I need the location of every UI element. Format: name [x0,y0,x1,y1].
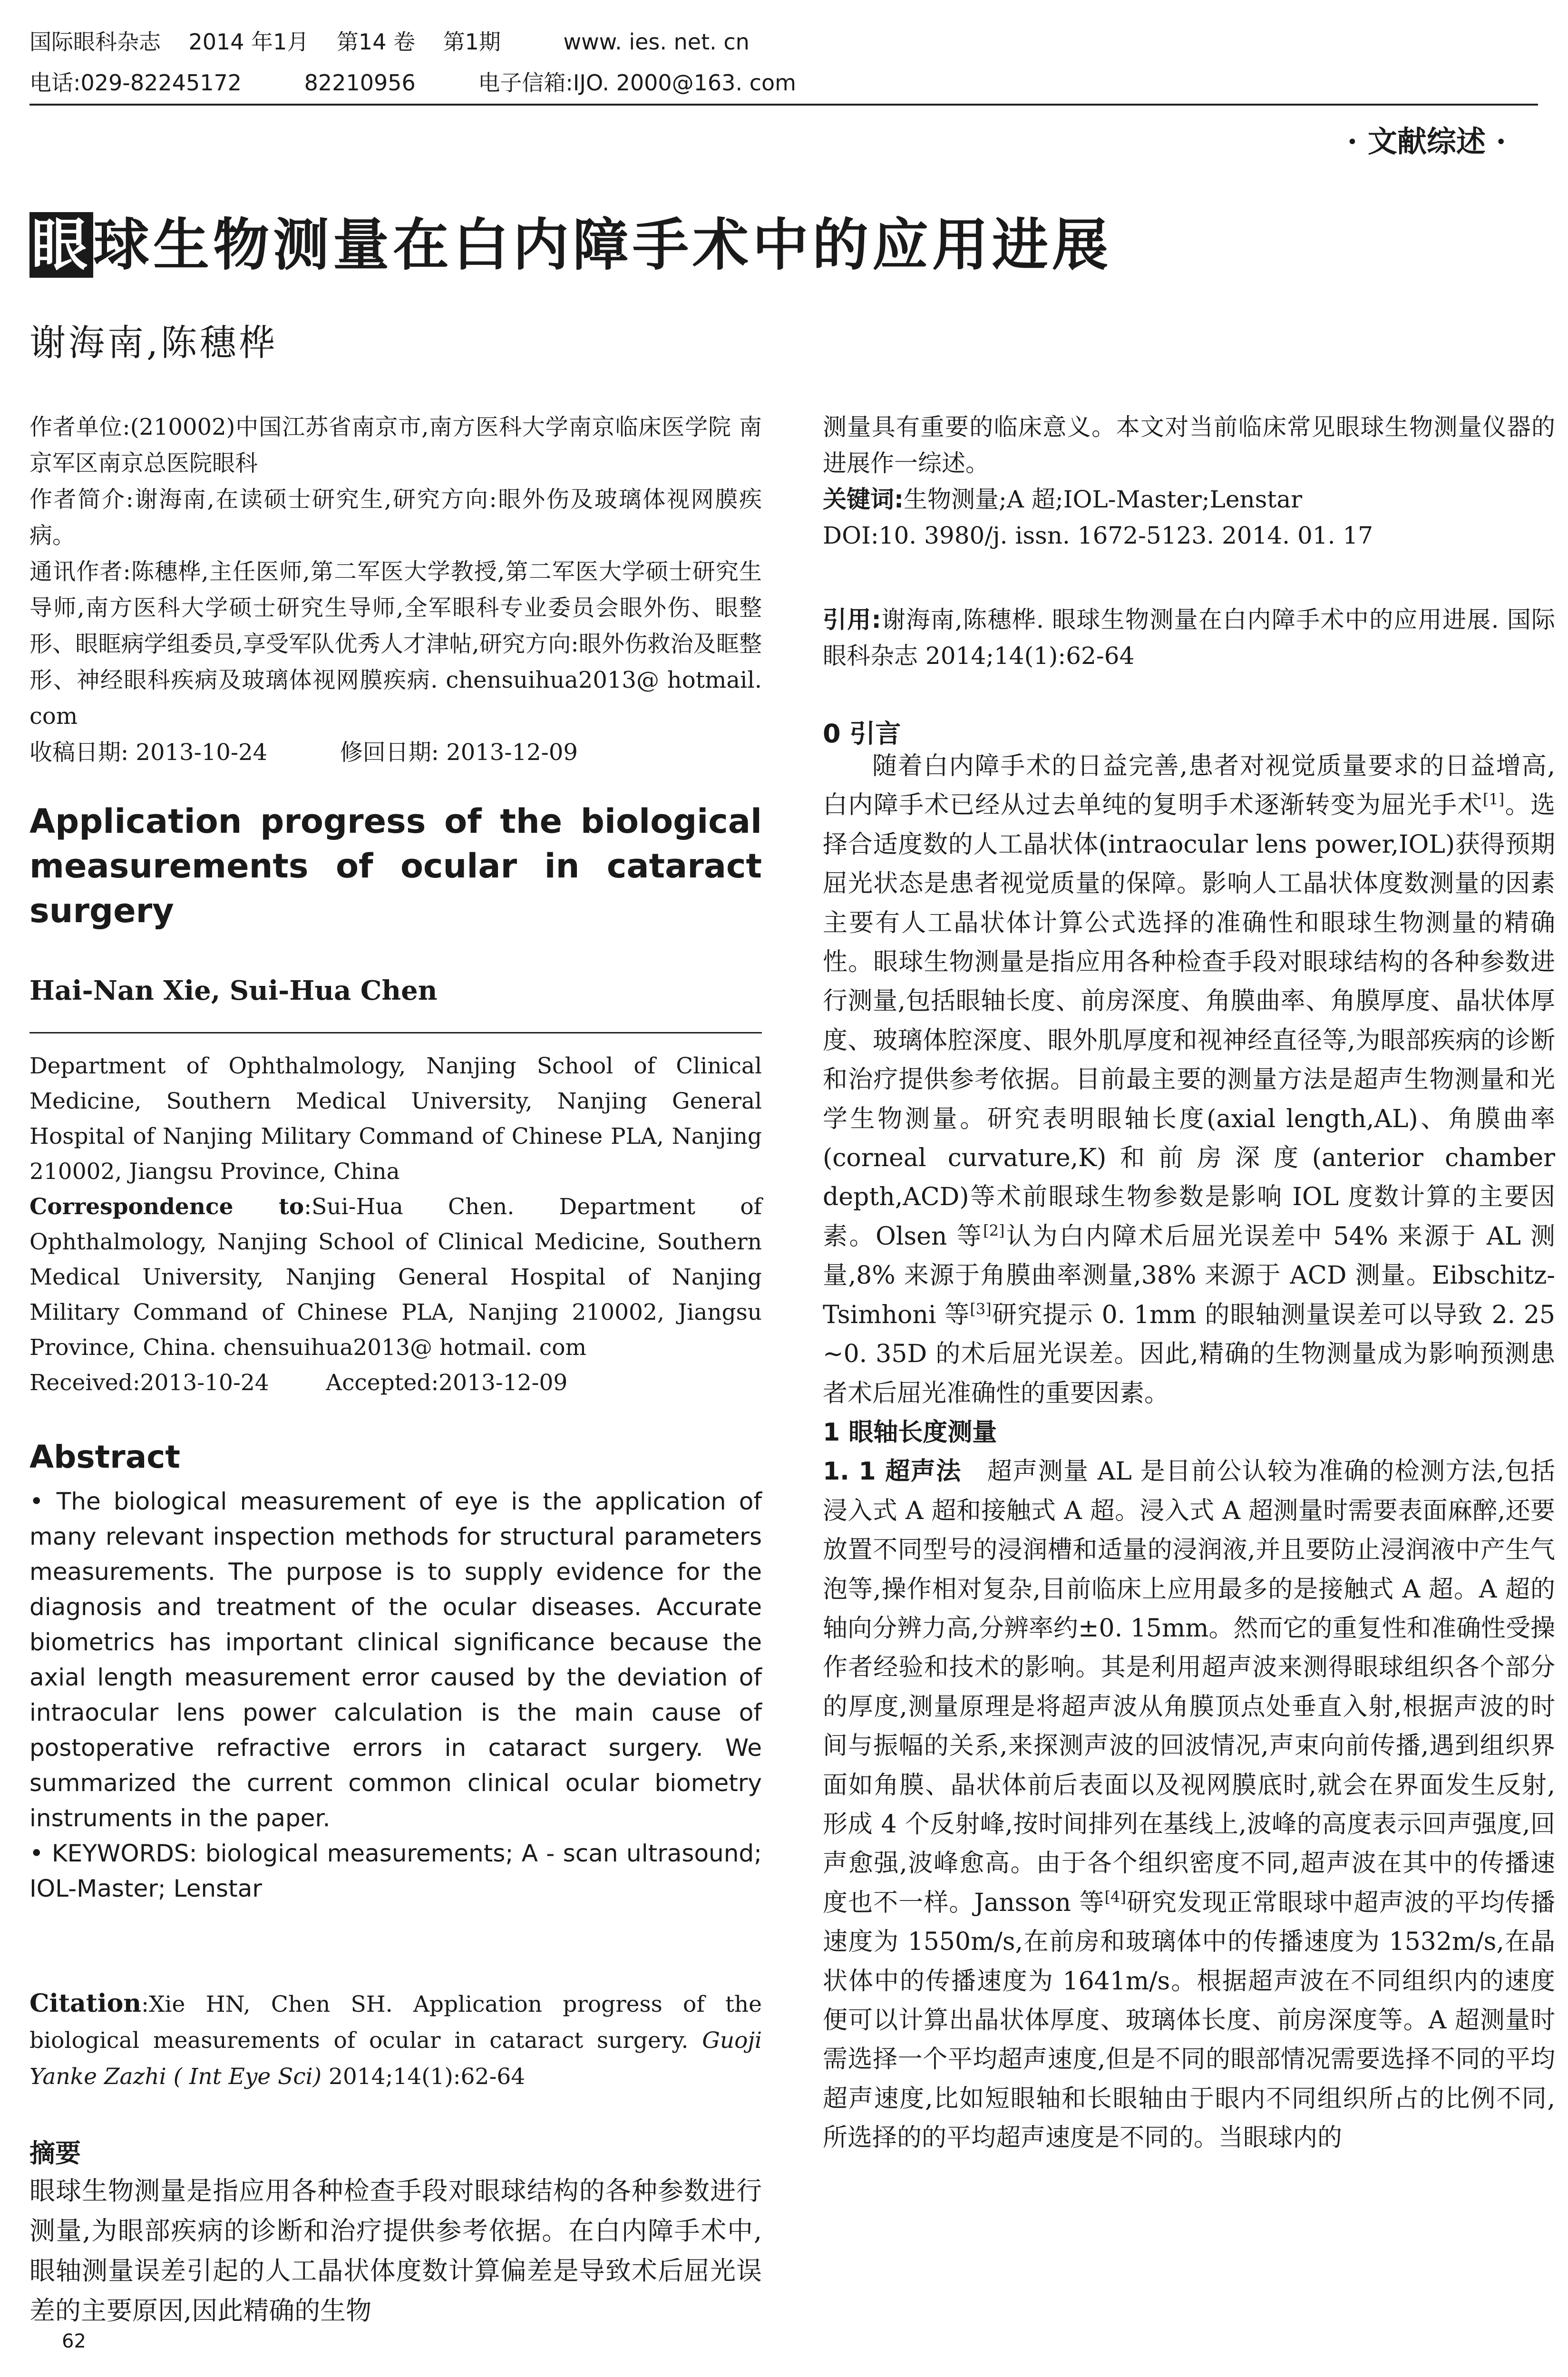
citation-block: Citation:Xie HN, Chen SH. Application progress of the biological measurements of ocular in cataract surgery. Guoji Yanke Zazhi ( Int Eye Sci) 2014;14(1):62-64 [29,1989,762,2090]
corresponding-author: 通讯作者:陈穗桦,主任医师,第二军医大学教授,第二军医大学硕士研究生导师,南方医科大学硕士研究生导师,全军眼科专业委员会眼外伤、眼整形、眼眶病学组委员,享受军队优秀人才津帖,研究方向:眼外伤救治及眶整形、神经眼科疾病及玻璃体视网膜疾病. chensuihua2013@ hotmail. com [29,558,762,730]
english-affiliation: Department of Ophthalmology, Nanjing School of Clinical Medicine, Southern Medical University, Nanjing General Hospital of Nanjing Military Command of Chinese PLA, Nanjing 210002, Jiangsu Province, China [29,1053,762,1185]
section-1-1-label: 1. 1 超声法 [823,1457,962,1486]
author-unit: 作者单位:(210002)中国江苏省南京市,南方医科大学南京临床医学院 南京军区南京总医院眼科 [29,414,762,477]
journal-header-line1: 国际眼科杂志 2014 年1月 第14 卷 第1期 www. ies. net. cn [29,29,750,55]
body-text [823,747,1555,2158]
page-number: 62 [62,2330,86,2352]
english-dates: Received:2013-10-24 Accepted:2013-12-09 [29,1370,568,1396]
title-first-char: 眼 [29,212,93,278]
title-rest: 球生物测量在白内障手术中的应用进展 [93,212,1112,278]
abstract-heading: Abstract [29,1439,180,1475]
english-authors: Hai-Nan Xie, Sui-Hua Chen [29,975,438,1006]
section-1-heading: 1 眼轴长度测量 [823,1418,997,1447]
citation-label: Citation [29,1989,142,2018]
section-1-1-paragraph: 1. 1 超声法 超声测量 AL 是目前公认较为准确的检测方法,包括浸入式 A 超和接触式 A 超。浸入式 A 超测量时需要表面麻醉,还要放置不同型号的浸润槽和适量的浸润液,并且要防止浸润液中产生气泡等,操作相对复杂,目前临床上应用最多的是接触式 A 超。A 超的轴向分辨力高,分辨率约±0. 15mm。然而它的重复性和准确性受操作者经验和技术的影响。其是利用超声波来测得眼球组织各个部分的厚度,测量原理是将超声波从角膜顶点处垂直入射,根据声波的时间与振幅的关系,来探测声波的回波情况,声束向前传播,遇到组织界面如角膜、晶状体前后表面以及视网膜底时,就会在界面发生反射,形成 4 个反射峰,按时间排列在基线上,波峰的高度表示回声强度,回声愈强,波峰愈高。由于各个组织密度不同,超声波在其中的传播速度也不一样。Jansson 等[4]研究发现正常眼球中超声波的平均传播速度为 1550m/s,在前房和玻璃体中的传播速度为 1532m/s,在晶状体中的传播速度为 1641m/s。根据超声波在不同组织内的速度便可以计算出晶状体厚度、玻璃体长度、前房深度等。A 超测量时需选择一个平均超声速度,但是不同的眼部情况需要选择不同的平均超声速度,比如短眼轴和长眼轴由于眼内不同组织所占的比例不同,所选择的的平均超声速度是不同的。当眼球内的 [823,1457,1556,2153]
cite-cn-block [823,602,1555,674]
english-correspondence: Correspondence to:Sui-Hua Chen. Department of Ophthalmology, Nanjing School of Clinical Medicine, Southern Medical University, Nanjing General Hospital of Nanjing Military Command of Chinese PLA, Nanjing 210002, Jiangsu Province, China. chensuihua2013@ hotmail. com [29,1194,762,1361]
section-0-heading: 0 引言 [823,719,901,749]
english-title: Application progress of the biological measurements of ocular in cataract surgery [29,802,762,930]
author-intro: 作者简介:谢海南,在读硕士研究生,研究方向:眼外伤及玻璃体视网膜疾病。 [29,486,762,549]
keywords-cn: 关键词:生物测量;A 超;IOL-Master;Lenstar [823,486,1303,513]
zhaiyao-heading: 摘要 [29,2138,81,2168]
cite-cn-text: 谢海南,陈穗桦. 眼球生物测量在白内障手术中的应用进展. 国际眼科杂志 2014;14(1):62-64 [823,606,1556,670]
right-top-block [823,409,1555,554]
citation-journal: Guoji Yanke Zazhi ( Int Eye Sci) [29,2027,762,2090]
section-tag: · 文献综述 · [1347,124,1506,159]
article-title [29,200,1112,281]
doi: DOI:10. 3980/j. issn. 1672-5123. 2014. 01. 17 [823,522,1373,549]
header-divider [29,104,1538,106]
cite-cn-label: 引用: [823,606,881,633]
intro-paragraph: 随着白内障手术的日益完善,患者对视觉质量要求的日益增高,白内障手术已经从过去单纯的复明手术逐渐转变为屈光手术[1]。选择合适度数的人工晶状体(intraocular lens power,IOL)获得预期屈光状态是患者视觉质量的保障。影响人工晶状体度数测量的因素主要有人工晶状体计算公式选择的准确性和眼球生物测量的精确性。眼球生物测量是指应用各种检查手段对眼球结构的各种参数进行测量,包括眼轴长度、前房深度、角膜曲率、角膜厚度、晶状体厚度、玻璃体腔深度、眼外肌厚度和视神经直径等,为眼部疾病的诊断和治疗提供参考依据。目前最主要的测量方法是超声生物测量和光学生物测量。研究表明眼轴长度(axial length,AL)、角膜曲率(corneal curvature,K)和前房深度(anterior chamber depth,ACD)等术前眼球生物参数是影响 IOL 度数计算的主要因素。Olsen 等[2]认为白内障术后屈光误差中 54% 来源于 AL 测量,8% 来源于角膜曲率测量,38% 来源于 ACD 测量。Eibschitz-Tsimhoni 等[3]研究提示 0. 1mm 的眼轴测量误差可以导致 2. 25 ~0. 35D 的术后屈光误差。因此,精确的生物测量成为影响预测患者术后屈光准确性的重要因素。 [823,752,1556,1408]
abstract-body [29,1484,762,1906]
abstract-text: • The biological measurement of eye is the application of many relevant inspection methods for structural parameters measurements. The purpose is to supply evidence for the diagnosis and treatment of the ocular diseases. Accurate biometrics has important clinical significance because the axial length measurement error caused by the deviation of intraocular lens power calculation is the main cause of postoperative refractive errors in cataract surgery. We summarized the current common clinical ocular biometry instruments in the paper. [29,1488,762,1832]
zhaiyao-body: 眼球生物测量是指应用各种检查手段对眼球结构的各种参数进行测量,为眼部疾病的诊断和治疗提供参考依据。在白内障手术中,眼轴测量误差引起的人工晶状体度数计算偏差是导致术后屈光误差的主要原因,因此精确的生物 [29,2176,762,2326]
english-affiliation-block [29,1049,762,1401]
dates-cn: 收稿日期: 2013-10-24 修回日期: 2013-12-09 [29,739,578,766]
english-divider [29,1032,762,1033]
abstract-keywords: • KEYWORDS: biological measurements; A - scan ultrasound; IOL-Master; Lenstar [29,1840,762,1902]
authors-cn: 谢海南,陈穗桦 [29,321,278,364]
journal-header-line2: 电话:029-82245172 82210956 电子信箱:IJO. 2000@163. com [29,70,796,96]
zhaiyao-continued: 测量具有重要的临床意义。本文对当前临床常见眼球生物测量仪器的进展作一综述。 [823,413,1555,477]
author-meta-cn [29,409,762,770]
